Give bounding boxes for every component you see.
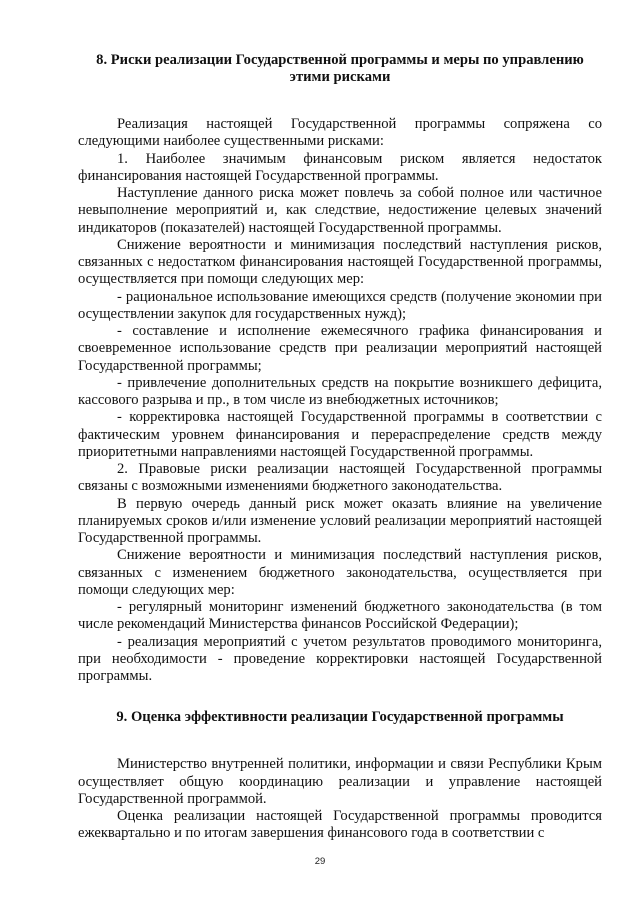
list-item: - составление и исполнение ежемесячного графика финансирования и своевременное использование средств при реализации мероприятий настоящей Государственной программы;: [78, 323, 602, 374]
paragraph: В первую очередь данный риск может оказать влияние на увеличение планируемых сроков и/или изменение условий реализации мероприятий настоящей Государственной программы.: [78, 495, 602, 546]
section-9-body: [78, 756, 602, 842]
list-item: - корректировка настоящей Государственной программы в соответствии с фактическим уровнем финансирования и перераспределение средств между приоритетными направлениями настоящей Государственной программы.: [78, 409, 602, 460]
paragraph: Министерство внутренней политики, информации и связи Республики Крым осуществляет общую координацию реализации и управление настоящей Государственной программой.: [78, 756, 602, 807]
page-number: 29: [314, 856, 326, 867]
paragraph: Снижение вероятности и минимизация последствий наступления рисков, связанных с изменением бюджетного законодательства, осуществляется при помощи следующих мер:: [78, 547, 602, 598]
paragraph: Оценка реализации настоящей Государственной программы проводится ежеквартально и по итогам завершения финансового года в соответствии с: [78, 808, 602, 842]
section-8-title: 8. Риски реализации Государственной программы и меры по управлению этими рисками: [96, 52, 584, 85]
paragraph: Реализация настоящей Государственной программы сопряжена со следующими наиболее существенными рисками:: [78, 116, 602, 150]
paragraph: 2. Правовые риски реализации настоящей Государственной программы связаны с возможными изменениями бюджетного законодательства.: [78, 461, 602, 495]
paragraph: Снижение вероятности и минимизация последствий наступления рисков, связанных с недостатком финансирования настоящей Государственной программы, осуществляется при помощи следующих мер:: [78, 236, 602, 288]
document-page: [78, 52, 602, 843]
list-item: - рациональное использование имеющихся средств (получение экономии при осуществлении закупок для государственных нужд);: [78, 288, 602, 322]
section-8-body: [78, 116, 602, 685]
section-9-title: 9. Оценка эффективности реализации Государственной программы: [116, 709, 564, 726]
paragraph: Наступление данного риска может повлечь за собой полное или частичное невыполнение мероприятий и, как следствие, недостижение целевых значений индикаторов (показателей) настоящей Государственной программы.: [78, 185, 602, 236]
list-item: - реализация мероприятий с учетом результатов проводимого мониторинга, при необходимости - проведение корректировки настоящей Государственной программы.: [78, 633, 602, 684]
list-item: - привлечение дополнительных средств на покрытие возникшего дефицита, кассового разрыва и пр., в том числе из внебюджетных источников;: [78, 374, 602, 408]
paragraph: 1. Наиболее значимым финансовым риском является недостаток финансирования настоящей Государственной программы.: [78, 150, 602, 184]
list-item: - регулярный мониторинг изменений бюджетного законодательства (в том числе рекомендаций Министерства финансов Российской Федерации);: [78, 599, 602, 633]
